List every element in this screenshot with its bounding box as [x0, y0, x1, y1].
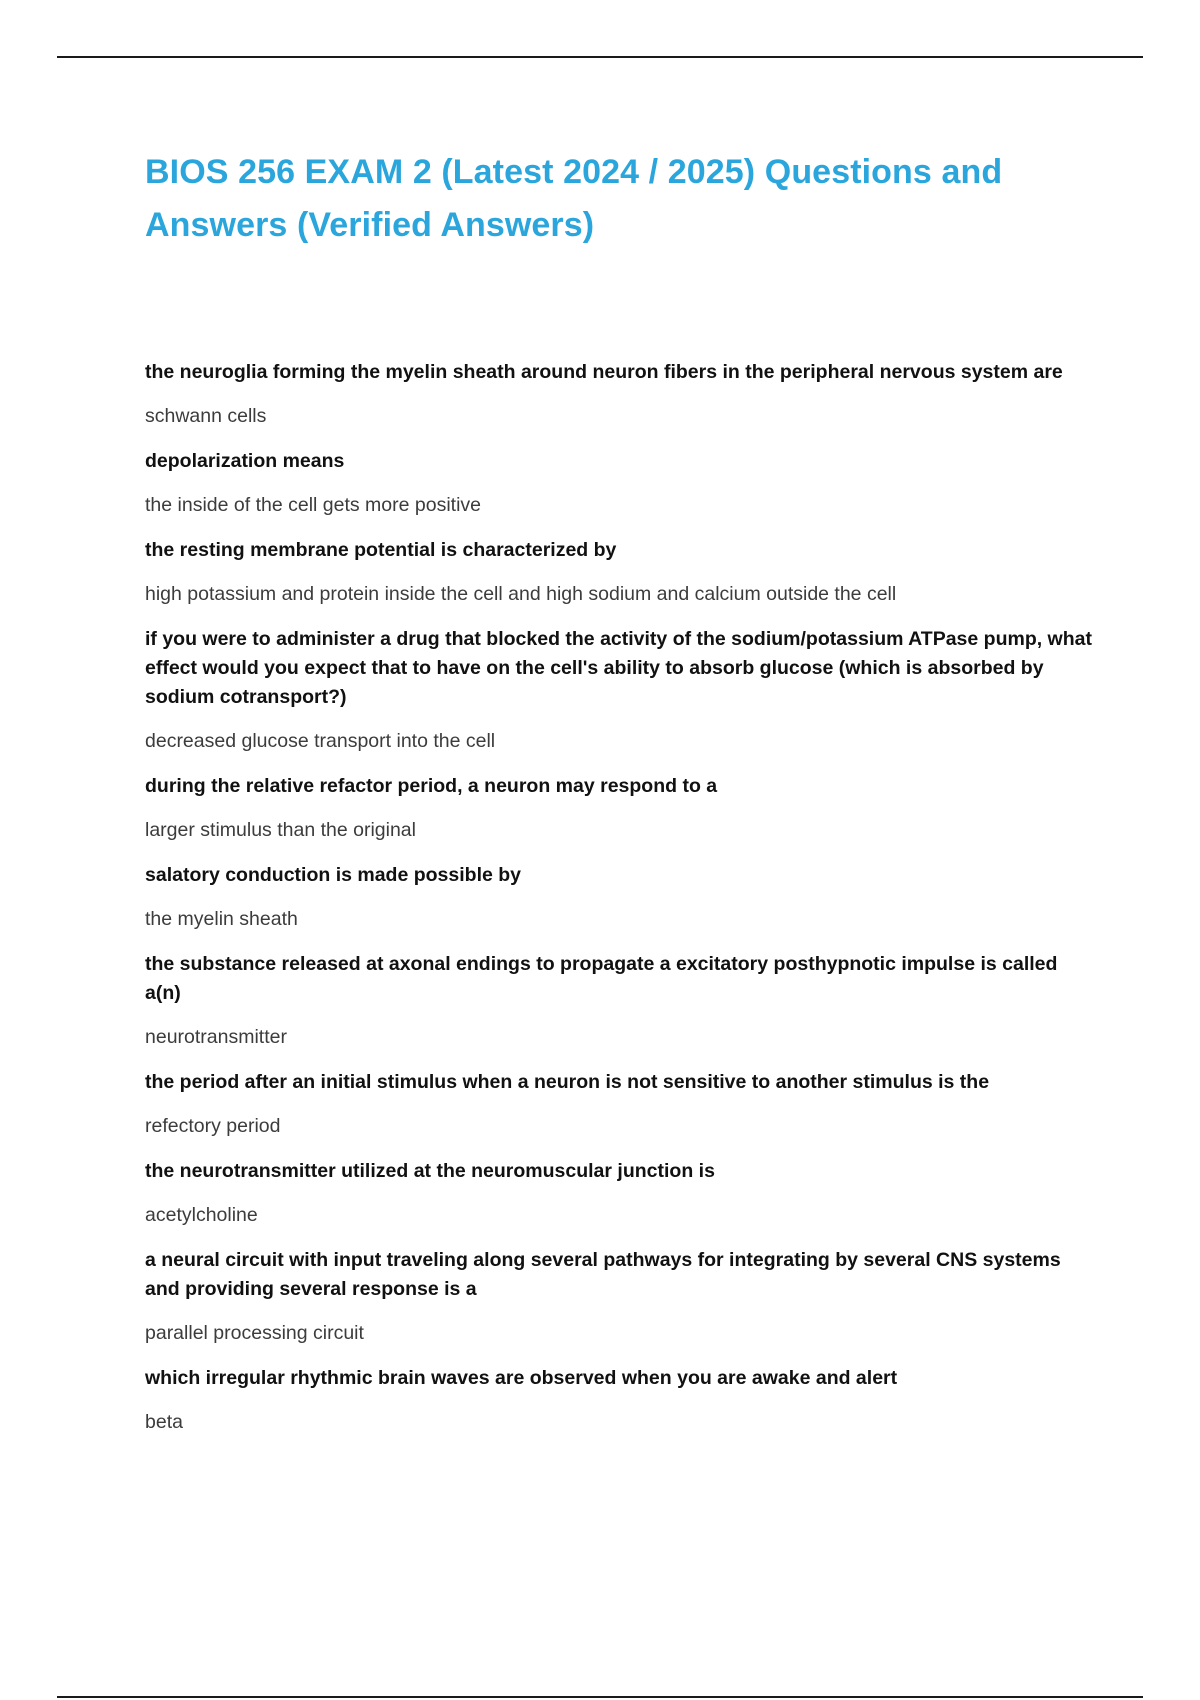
question-text: if you were to administer a drug that blocked the activity of the sodium/potassium ATPase pump, what effect would you expect that to have on the cell's ability to absorb glucose (which is absorbed by sodium cotransport?) — [145, 628, 1092, 708]
answer-text: refectory period — [145, 1115, 281, 1137]
question-text: the substance released at axonal endings to propagate a excitatory posthypnotic impulse is called a(n) — [145, 953, 1058, 1004]
qa-item — [145, 1364, 1095, 1437]
answer-text: schwann cells — [145, 405, 267, 427]
question-text: the neuroglia forming the myelin sheath around neuron fibers in the peripheral nervous system are — [145, 361, 1063, 383]
qa-list — [145, 358, 1095, 1453]
answer-text: neurotransmitter — [145, 1026, 287, 1048]
question-text: the resting membrane potential is characterized by — [145, 539, 617, 561]
answer-text: high potassium and protein inside the cell and high sodium and calcium outside the cell — [145, 583, 897, 605]
answer-text: acetylcholine — [145, 1204, 258, 1226]
question-text: which irregular rhythmic brain waves are observed when you are awake and alert — [145, 1367, 898, 1389]
qa-item — [145, 625, 1095, 756]
qa-item — [145, 950, 1095, 1052]
answer-text: larger stimulus than the original — [145, 819, 416, 841]
bottom-divider — [57, 1696, 1143, 1698]
qa-item — [145, 1068, 1095, 1141]
document-title: BIOS 256 EXAM 2 (Latest 2024 / 2025) Questions and Answers (Verified Answers) — [145, 153, 1003, 244]
answer-text: decreased glucose transport into the cell — [145, 730, 496, 752]
answer-text: beta — [145, 1411, 183, 1433]
qa-item — [145, 861, 1095, 934]
answer-text: the inside of the cell gets more positive — [145, 494, 482, 516]
qa-item — [145, 536, 1095, 609]
question-text: depolarization means — [145, 450, 345, 472]
qa-item — [145, 1246, 1095, 1348]
top-divider — [57, 56, 1143, 58]
question-text: the period after an initial stimulus when a neuron is not sensitive to another stimulus is the — [145, 1071, 990, 1093]
answer-text: the myelin sheath — [145, 908, 298, 930]
question-text: salatory conduction is made possible by — [145, 864, 522, 886]
question-text: a neural circuit with input traveling along several pathways for integrating by several CNS systems and providing several response is a — [145, 1249, 1061, 1300]
qa-item — [145, 1157, 1095, 1230]
qa-item — [145, 772, 1095, 845]
question-text: the neurotransmitter utilized at the neuromuscular junction is — [145, 1160, 715, 1182]
qa-item — [145, 358, 1095, 431]
question-text: during the relative refactor period, a neuron may respond to a — [145, 775, 718, 797]
answer-text: parallel processing circuit — [145, 1322, 364, 1344]
qa-item — [145, 447, 1095, 520]
